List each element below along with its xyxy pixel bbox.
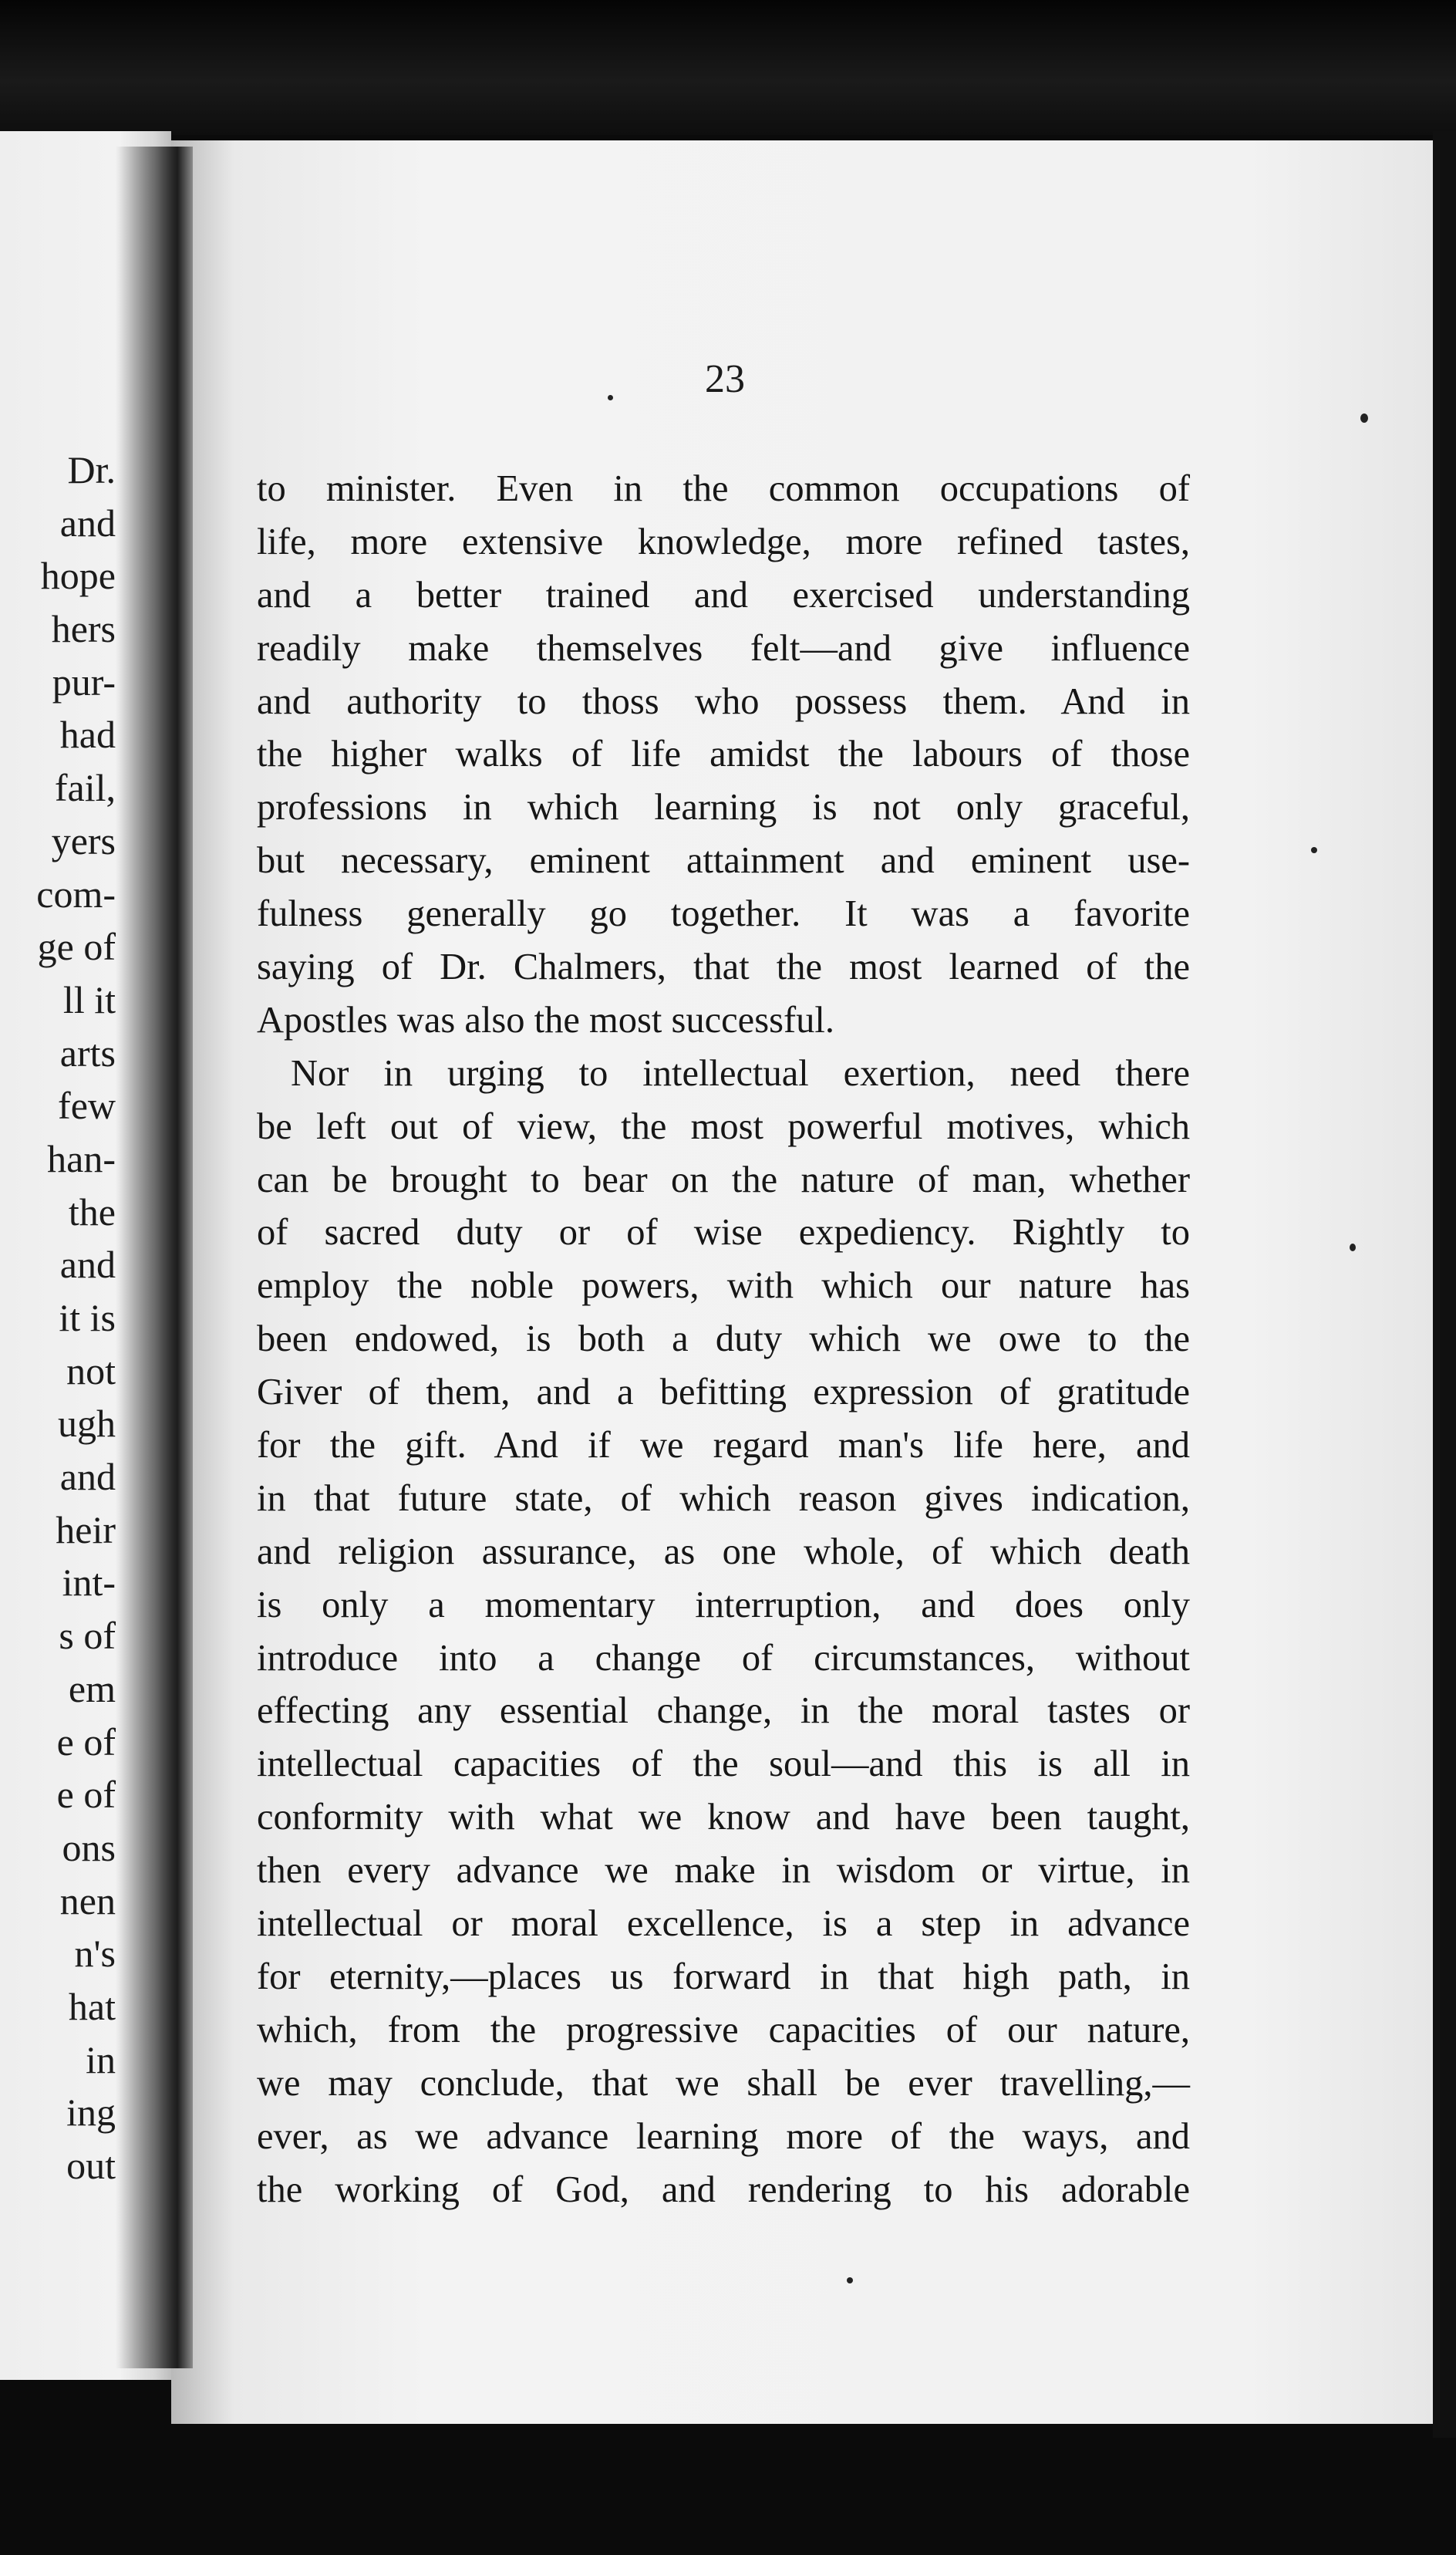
- left-fragment: had: [59, 713, 116, 757]
- text-line: the higher walks of life amidst the labours of those: [257, 734, 1190, 775]
- left-fragment: arts: [59, 1031, 116, 1075]
- text-line: and authority to thoss who possess them. And in: [257, 680, 1190, 722]
- text-line: can be brought to bear on the nature of man, whether: [257, 1159, 1190, 1200]
- left-fragment: Dr.: [67, 448, 116, 491]
- left-fragment: the: [68, 1190, 116, 1234]
- left-page-text-fragments: [0, 444, 116, 2192]
- scan-speck: [847, 2277, 853, 2283]
- left-fragment: out: [66, 2144, 116, 2187]
- left-fragment: and: [59, 1243, 116, 1287]
- left-fragment: not: [66, 1348, 116, 1392]
- text-line: to minister. Even in the common occupations of: [257, 468, 1190, 509]
- left-fragment: nen: [59, 1878, 116, 1922]
- left-fragment: hope: [40, 554, 116, 598]
- binding-gutter-shadow: [116, 147, 193, 2368]
- left-fragment: heir: [56, 1507, 116, 1551]
- left-fragment: com-: [36, 872, 116, 916]
- scan-speck: [1311, 847, 1317, 853]
- text-line: is only a momentary interruption, and does only: [257, 1584, 1190, 1625]
- text-line: conformity with what we know and have been taught,: [257, 1797, 1190, 1838]
- left-fragment: e of: [56, 1720, 116, 1764]
- text-line: the working of God, and rendering to his adorable: [257, 2169, 1190, 2210]
- text-line: professions in which learning is not only graceful,: [257, 787, 1190, 829]
- text-line: which, from the progressive capacities of our nature,: [257, 2009, 1190, 2050]
- left-fragment: it is: [59, 1296, 116, 1339]
- text-line: introduce into a change of circumstances, without: [257, 1637, 1190, 1679]
- scan-speck: [608, 395, 613, 400]
- text-line: then every advance we make in wisdom or virtue, in: [257, 1850, 1190, 1892]
- text-line: ever, as we advance learning more of the ways, and: [257, 2115, 1190, 2157]
- text-line: and a better trained and exercised understanding: [257, 574, 1190, 616]
- left-fragment: ing: [66, 2091, 116, 2135]
- text-line: of sacred duty or of wise expediency. Rightly to: [257, 1212, 1190, 1254]
- left-fragment: in: [86, 2037, 116, 2081]
- text-line: Giver of them, and a befitting expression of gratitude: [257, 1372, 1190, 1413]
- scan-speck: [1350, 1244, 1356, 1251]
- text-line: readily make themselves felt—and give influence: [257, 627, 1190, 669]
- text-line: for eternity,—places us forward in that high path, in: [257, 1956, 1190, 1997]
- text-line: intellectual capacities of the soul—and this is all in: [257, 1743, 1190, 1785]
- left-fragment: pur-: [52, 660, 116, 704]
- left-fragment: ons: [62, 1825, 116, 1869]
- text-line: intellectual or moral excellence, is a step in advance: [257, 1903, 1190, 1945]
- left-fragment: em: [68, 1666, 116, 1710]
- text-line: in that future state, of which reason gives indication,: [257, 1477, 1190, 1519]
- page-body-text: [257, 463, 1190, 2216]
- text-line: life, more extensive knowledge, more refined tastes,: [257, 521, 1190, 562]
- scan-speck: [1360, 413, 1368, 423]
- text-line: Nor in urging to intellectual exertion, need there: [291, 1052, 1190, 1094]
- text-line: saying of Dr. Chalmers, that the most learned of the: [257, 947, 1190, 988]
- left-fragment: han-: [47, 1136, 116, 1180]
- text-line: fulness generally go together. It was a favorite: [257, 893, 1190, 935]
- text-line: been endowed, is both a duty which we owe to the: [257, 1318, 1190, 1360]
- left-fragment: yers: [51, 818, 116, 862]
- left-fragment: ge of: [37, 925, 116, 969]
- scan-top-border: [0, 0, 1456, 135]
- text-line: effecting any essential change, in the moral tastes or: [257, 1690, 1190, 1732]
- left-fragment: fail,: [54, 766, 116, 810]
- text-line: be left out of view, the most powerful motives, which: [257, 1105, 1190, 1147]
- left-fragment: ll it: [62, 977, 116, 1021]
- left-fragment: n's: [74, 1932, 116, 1976]
- left-fragment: and: [59, 1455, 116, 1499]
- left-fragment: and: [59, 501, 116, 545]
- left-fragment: int-: [62, 1561, 116, 1605]
- text-line: and religion assurance, as one whole, of which death: [257, 1531, 1190, 1572]
- text-line: for the gift. And if we regard man's life here, and: [257, 1425, 1190, 1467]
- text-line: but necessary, eminent attainment and eminent use-: [257, 840, 1190, 882]
- left-fragment: hat: [68, 1984, 116, 2028]
- page-number: 23: [705, 357, 745, 401]
- left-fragment: ugh: [58, 1402, 116, 1446]
- left-fragment: s of: [59, 1614, 116, 1658]
- text-line: we may conclude, that we shall be ever travelling,—: [257, 2062, 1190, 2104]
- left-fragment: e of: [56, 1773, 116, 1817]
- scan-right-border: [1433, 131, 1456, 2438]
- left-fragment: hers: [51, 607, 116, 651]
- left-fragment: few: [58, 1084, 116, 1128]
- text-line: Apostles was also the most successful.: [257, 999, 834, 1041]
- text-line: employ the noble powers, with which our nature has: [257, 1265, 1190, 1307]
